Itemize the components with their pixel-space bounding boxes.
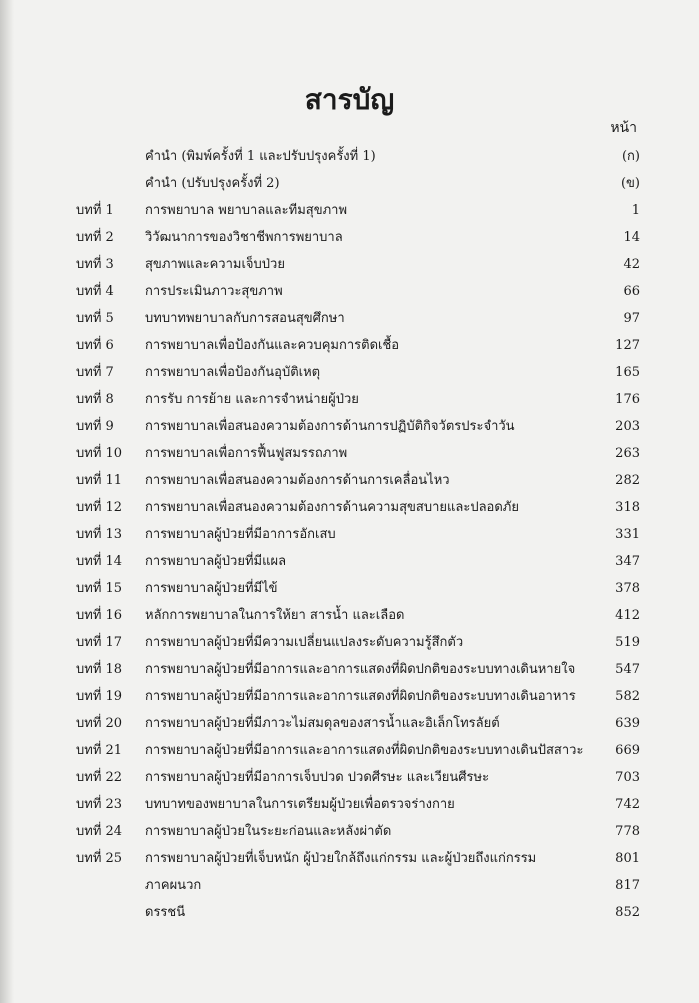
toc-entry-title: การพยาบาลผู้ป่วยที่มีอาการอักเสบ [145, 527, 336, 542]
toc-chapter-number: บทที่ 7 [76, 365, 114, 380]
toc-chapter-number: บทที่ 19 [76, 689, 123, 704]
toc-chapter-number: บทที่ 17 [76, 635, 123, 650]
toc-chapter-number: บทที่ 14 [76, 554, 123, 569]
toc-entry [0, 307, 699, 331]
toc-page-number: 817 [615, 878, 640, 893]
toc-page-number: 742 [615, 797, 640, 812]
toc-chapter-number: บทที่ 6 [76, 338, 114, 353]
toc-entry-title: คำนำ (พิมพ์ครั้งที่ 1 และปรับปรุงครั้งที่ 1) [145, 149, 376, 164]
toc-chapter-number: บทที่ 21 [76, 743, 123, 758]
toc-page-number: 347 [615, 554, 640, 569]
toc-entry-title: การพยาบาลเพื่อการฟื้นฟูสมรรถภาพ [145, 446, 348, 461]
toc-page-number: 97 [623, 311, 640, 326]
toc-page-number: 519 [615, 635, 640, 650]
toc-chapter-number: บทที่ 4 [76, 284, 114, 299]
toc-page-number: (ข) [620, 176, 640, 191]
toc-page-number: 282 [615, 473, 640, 488]
toc-entry [0, 253, 699, 277]
toc-chapter-number: บทที่ 11 [76, 473, 123, 488]
toc-entry [0, 523, 699, 547]
toc-page-number: 801 [615, 851, 640, 866]
toc-entry [0, 874, 699, 898]
toc-chapter-number: บทที่ 18 [76, 662, 123, 677]
toc-entry-title: การพยาบาลผู้ป่วยที่เจ็บหนัก ผู้ป่วยใกล้ถึงแก่กรรม และผู้ป่วยถึงแก่กรรม [145, 851, 537, 866]
toc-chapter-number: บทที่ 2 [76, 230, 114, 245]
toc-entry-title: ดรรชนี [145, 905, 186, 920]
toc-page-number: 412 [615, 608, 640, 623]
toc-page-number: (ก) [621, 149, 640, 164]
toc-entry [0, 469, 699, 493]
toc-page-number: 1 [631, 203, 640, 218]
toc-entry-title: การพยาบาลผู้ป่วยที่มีภาวะไม่สมดุลของสารน้ำและอิเล็กโทรลัยต์ [145, 716, 500, 731]
toc-page-number: 547 [615, 662, 640, 677]
toc-page-number: 42 [623, 257, 640, 272]
toc-page-number: 582 [615, 689, 640, 704]
toc-entry-title: คำนำ (ปรับปรุงครั้งที่ 2) [145, 176, 280, 191]
toc-entry [0, 793, 699, 817]
toc-page-number: 127 [615, 338, 640, 353]
toc-chapter-number: บทที่ 16 [76, 608, 123, 623]
toc-entry [0, 604, 699, 628]
toc-entry-title: การรับ การย้าย และการจำหน่ายผู้ป่วย [145, 392, 359, 407]
toc-page-number: 203 [615, 419, 640, 434]
toc-entry [0, 226, 699, 250]
toc-entry-title: หลักการพยาบาลในการให้ยา สารน้ำ และเลือด [145, 608, 405, 623]
toc-entry-title: วิวัฒนาการของวิชาชีพการพยาบาล [145, 230, 343, 245]
toc-chapter-number: บทที่ 22 [76, 770, 123, 785]
toc-entry [0, 496, 699, 520]
toc-entry-title: การประเมินภาวะสุขภาพ [145, 284, 283, 299]
toc-chapter-number: บทที่ 10 [76, 446, 123, 461]
toc-chapter-number: บทที่ 3 [76, 257, 114, 272]
toc-entry-title: การพยาบาลผู้ป่วยที่มีความเปลี่ยนแปลงระดับความรู้สึกตัว [145, 635, 464, 650]
toc-chapter-number: บทที่ 1 [76, 203, 114, 218]
toc-entry-title: บทบาทของพยาบาลในการเตรียมผู้ป่วยเพื่อตรวจร่างกาย [145, 797, 455, 812]
toc-entry-title: การพยาบาลผู้ป่วยในระยะก่อนและหลังผ่าตัด [145, 824, 392, 839]
toc-entry [0, 712, 699, 736]
toc-entry [0, 388, 699, 412]
toc-entry [0, 415, 699, 439]
toc-page-number: 778 [615, 824, 640, 839]
toc-entry-title: การพยาบาลเพื่อป้องกันอุบัติเหตุ [145, 365, 321, 380]
toc-chapter-number: บทที่ 9 [76, 419, 114, 434]
toc-page-number: 66 [623, 284, 640, 299]
toc-entry [0, 199, 699, 223]
toc-page-number: 378 [615, 581, 640, 596]
toc-page-number: 165 [615, 365, 640, 380]
toc-entry [0, 685, 699, 709]
toc-entry-title: การพยาบาลเพื่อป้องกันและควบคุมการติดเชื้อ [145, 338, 400, 353]
toc-chapter-number: บทที่ 8 [76, 392, 114, 407]
toc-page-number: 176 [615, 392, 640, 407]
toc-page-number: 852 [615, 905, 640, 920]
toc-entry-title: การพยาบาลผู้ป่วยที่มีแผล [145, 554, 287, 569]
toc-entry-title: การพยาบาลผู้ป่วยที่มีอาการและอาการแสดงที่ผิดปกติของระบบทางเดินปัสสาวะ [145, 743, 584, 758]
toc-page-number: 331 [615, 527, 640, 542]
toc-entry-title: สุขภาพและความเจ็บป่วย [145, 257, 285, 272]
toc-chapter-number: บทที่ 25 [76, 851, 123, 866]
toc-entry [0, 442, 699, 466]
toc-entry-title: การพยาบาลผู้ป่วยที่มีอาการและอาการแสดงที่ผิดปกติของระบบทางเดินอาหาร [145, 689, 576, 704]
toc-entry-title: ภาคผนวก [145, 878, 202, 893]
toc-chapter-number: บทที่ 24 [76, 824, 123, 839]
toc-chapter-number: บทที่ 12 [76, 500, 123, 515]
toc-chapter-number: บทที่ 15 [76, 581, 123, 596]
toc-entry [0, 280, 699, 304]
toc-entry [0, 766, 699, 790]
toc-entry [0, 550, 699, 574]
toc-page-number: 263 [615, 446, 640, 461]
page-title: สารบัญ [304, 83, 395, 116]
toc-entry-title: การพยาบาลเพื่อสนองความต้องการด้านความสุขสบายและปลอดภัย [145, 500, 519, 515]
toc-page-number: 318 [615, 500, 640, 515]
toc-chapter-number: บทที่ 20 [76, 716, 123, 731]
toc-entry [0, 739, 699, 763]
toc-entry [0, 820, 699, 844]
toc-entry [0, 145, 699, 169]
toc-entry [0, 658, 699, 682]
toc-entry [0, 334, 699, 358]
toc-entry-title: การพยาบาลเพื่อสนองความต้องการด้านการปฏิบัติกิจวัตรประจำวัน [145, 419, 515, 434]
toc-page-number: 14 [623, 230, 640, 245]
toc-entry [0, 631, 699, 655]
toc-chapter-number: บทที่ 23 [76, 797, 123, 812]
toc-chapter-number: บทที่ 13 [76, 527, 123, 542]
toc-page-number: 703 [615, 770, 640, 785]
toc-entry [0, 901, 699, 925]
toc-entry-title: การพยาบาลเพื่อสนองความต้องการด้านการเคลื่อนไหว [145, 473, 450, 488]
toc-entry-title: บทบาทพยาบาลกับการสอนสุขศึกษา [145, 311, 345, 326]
toc-entry-title: การพยาบาลผู้ป่วยที่มีอาการเจ็บปวด ปวดศีรษะ และเวียนศีรษะ [145, 770, 490, 785]
toc-entry [0, 577, 699, 601]
toc-entry-title: การพยาบาลผู้ป่วยที่มีอาการและอาการแสดงที่ผิดปกติของระบบทางเดินหายใจ [145, 662, 576, 677]
toc-page-number: 669 [615, 743, 640, 758]
toc-entry-title: การพยาบาล พยาบาลและทีมสุขภาพ [145, 203, 348, 218]
toc-page-number: 639 [615, 716, 640, 731]
toc-entry [0, 172, 699, 196]
toc-chapter-number: บทที่ 5 [76, 311, 114, 326]
toc-entry [0, 847, 699, 871]
toc-entry-title: การพยาบาลผู้ป่วยที่มีไข้ [145, 581, 278, 596]
page-column-label: หน้า [610, 120, 637, 136]
toc-entry [0, 361, 699, 385]
